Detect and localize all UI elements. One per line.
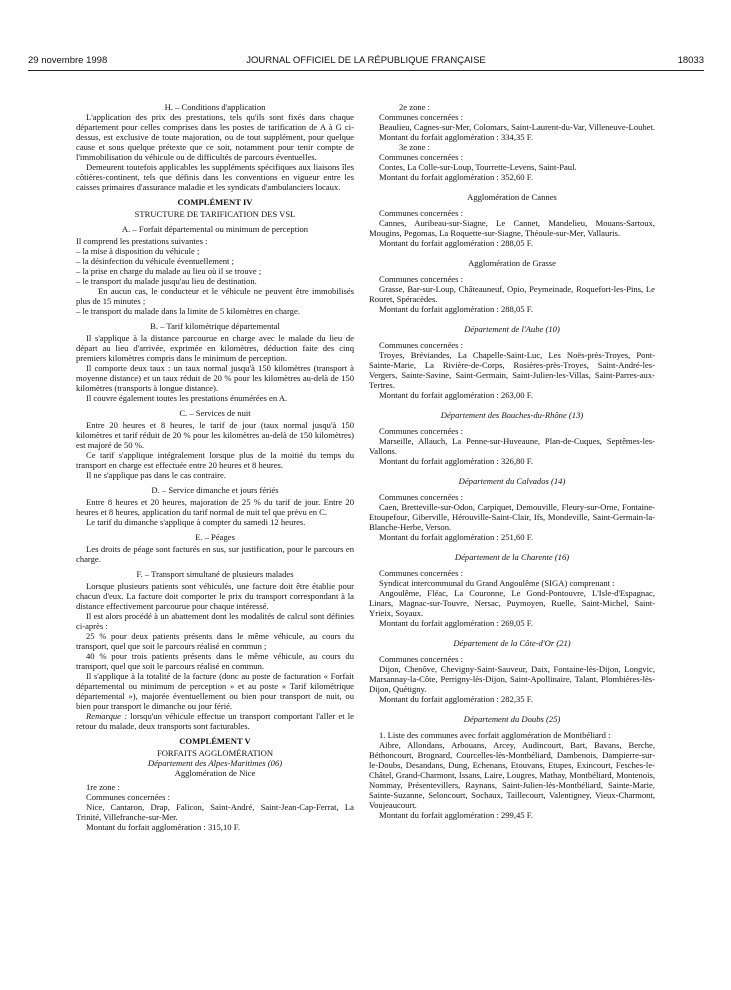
forfait-amount: Montant du forfait agglomération : 334,35 F.	[379, 132, 533, 142]
communes-list: Grasse, Bar-sur-Loup, Châteauneuf, Opio, Peymeinade, Roquefort-les-Pins, Le Rouret, Spéracèdes.	[369, 284, 655, 304]
communes-list: Caen, Bretteville-sur-Odon, Carpiquet, Demouville, Fleury-sur-Orne, Fontaine-Etoupefour, Giberville, Hérouville-Saint-Clair, Ifs, Mondeville, Saint-Germain-la-Blanche-Herbe, Verson.	[369, 502, 655, 532]
dept-title: Département de la Côte-d'Or (21)	[453, 638, 571, 648]
communes-list: Beaulieu, Cagnes-sur-Mer, Colomars, Saint-Laurent-du-Var, Villeneuve-Loubet.	[379, 122, 656, 132]
section-a-title: A. – Forfait départemental ou minimum de perception	[121, 224, 309, 234]
paragraph: En aucun cas, le conducteur et le véhicule ne peuvent être immobilisés plus de 15 minutes ;	[76, 286, 354, 306]
page-header	[28, 55, 704, 69]
paragraph: 25 % pour deux patients présents dans le même véhicule, au cours du transport, quel que soit le parcours réalisé en commun ;	[76, 631, 354, 651]
paragraph: Entre 20 heures et 8 heures, le tarif de jour (taux normal jusqu'à 150 kilomètres et tarif réduit de 20 % pour les kilomètres au-delà de 150 kilomètres) est majoré de 50 %.	[76, 420, 354, 450]
forfait-amount: Montant du forfait agglomération : 288,05 F.	[379, 238, 533, 248]
complement-v-subtitle: FORFAITS AGGLOMÉRATION	[156, 748, 274, 758]
forfait-amount: Montant du forfait agglomération : 282,35 F.	[379, 694, 533, 704]
remark-text: lorsqu'un véhicule effectue un transport comportant l'aller et le retour du malade, deux transports sont facturables.	[76, 711, 354, 731]
left-column	[76, 102, 354, 832]
forfait-amount: Montant du forfait agglomération : 251,60 F.	[379, 532, 533, 542]
dept-title: Département des Bouches-du-Rhône (13)	[440, 410, 584, 420]
communes-label: Communes concernées :	[379, 426, 464, 436]
zone-label: 2e zone :	[399, 102, 431, 112]
agglo-title: Agglomération de Cannes	[467, 192, 557, 202]
paragraph: Il couvre également toutes les prestations énumérées en A.	[86, 393, 288, 403]
dept-title: Département de l'Aube (10)	[464, 324, 560, 334]
agglo-title: Agglomération de Grasse	[468, 258, 556, 268]
forfait-amount: Montant du forfait agglomération : 288,05 F.	[379, 304, 533, 314]
paragraph: 40 % pour trois patients présents dans le même véhicule, au cours du transport, quel que soit le parcours réalisé en commun.	[76, 651, 354, 671]
header-rule	[28, 70, 704, 71]
dept-title: Département du Calvados (14)	[458, 476, 566, 486]
communes-list: Marseille, Allauch, La Penne-sur-Huveaune, Plan-de-Cuques, Septêmes-les-Vallons.	[369, 436, 655, 456]
paragraph: Il s'applique à la totalité de la facture (donc au poste de facturation « Forfait départemental ou minimum de perception » et au poste « Tarif kilométrique départemental »), majorée éventuellement ou bien pour transport de nuit, ou bien pour transport le dimanche ou jour férié.	[76, 671, 354, 711]
list-item: – la prise en charge du malade au lieu où il se trouve ;	[76, 266, 262, 276]
communes-list: Troyes, Bréviandes, La Chapelle-Saint-Luc, Les Noës-près-Troyes, Pont-Sainte-Marie, La Rivière-de-Corps, Rosières-près-Troyes, Saint-André-les-Vergers, Sainte-Savine, Saint-Germain, Saint-Julien-les-Villas, Saint-Parres-aux-Tertres.	[369, 350, 655, 390]
communes-label: Communes concernées :	[379, 208, 464, 218]
list-item: – la désinfection du véhicule éventuellement ;	[76, 256, 234, 266]
paragraph: Les droits de péage sont facturés en sus, sur justification, pour le parcours en charge.	[76, 544, 354, 564]
complement-iv-subtitle: STRUCTURE DE TARIFICATION DES VSL	[134, 209, 296, 219]
section-e-title: E. – Péages	[195, 532, 235, 542]
list-item: – la mise à disposition du véhicule ;	[76, 246, 200, 256]
remark	[76, 711, 354, 731]
paragraph: Ce tarif s'applique intégralement lorsque plus de la moitié du temps du transport en charge est effectuée entre 20 heures et 8 heures.	[76, 450, 354, 470]
remark-label: Remarque :	[86, 711, 128, 721]
paragraph: Il ne s'applique pas dans le cas contraire.	[86, 470, 226, 480]
communes-list: Contes, La Colle-sur-Loup, Tourrette-Levens, Saint-Paul.	[379, 162, 577, 172]
communes-list: Dijon, Chenôve, Chevigny-Saint-Sauveur, Daix, Fontaine-lès-Dijon, Longvic, Marsannay-la-Côte, Perrigny-lès-Dijon, Saint-Apollinaire, Talant, Plombières-lès-Dijon, Quétigny.	[369, 664, 655, 694]
communes-label: Communes concernées :	[379, 340, 464, 350]
paragraph: L'application des prix des prestations, tels qu'ils sont fixés dans chaque département pour celles comprises dans les postes de tarification de A à G ci-dessus, est exclusive de toute majoration, ou de tout supplément, pour quelque cause et sous quelque prétexte que ce soit, notamment pour tenir compte de l'immobilisation du véhicule ou de difficultés de parcours éventuelles.	[76, 112, 354, 162]
complement-v-title: COMPLÉMENT V	[179, 736, 251, 746]
communes-list: Nice, Cantaron, Drap, Falicon, Saint-André, Saint-Jean-Cap-Ferrat, La Trinité, Villefranche-sur-Mer.	[76, 802, 354, 822]
dept-title: Département des Alpes-Maritimes (06)	[147, 758, 283, 768]
section-d-title: D. – Service dimanche et jours fériés	[151, 485, 279, 495]
communes-label: Communes concernées :	[379, 274, 464, 284]
communes-label: Communes concernées :	[379, 152, 464, 162]
communes-label: Communes concernées :	[379, 112, 464, 122]
section-b-title: B. – Tarif kilométrique départemental	[150, 321, 280, 331]
paragraph: 1. Liste des communes avec forfait agglomération de Montbéliard :	[379, 730, 611, 740]
dept-title: Département de la Charente (16)	[454, 552, 570, 562]
header-journal-title: JOURNAL OFFICIEL DE LA RÉPUBLIQUE FRANÇAISE	[246, 55, 486, 66]
agglo-title: Agglomération de Nice	[174, 768, 256, 778]
communes-list: Angoulême, Fléac, La Couronne, Le Gond-Pontouvre, L'Isle-d'Espagnac, Linars, Magnac-sur-Touvre, Nersac, Puymoyen, Ruelle, Saint-Michel, Saint-Yrieix, Soyaux.	[369, 588, 655, 618]
forfait-amount: Montant du forfait agglomération : 326,80 F.	[379, 456, 533, 466]
communes-list: Cannes, Auribeau-sur-Siagne, Le Cannet, Mandelieu, Mouans-Sartoux, Mougins, Pegomas, La Roquette-sur-Siagne, Théoule-sur-Mer, Vallauris.	[369, 218, 655, 238]
communes-label: Communes concernées :	[86, 792, 171, 802]
complement-iv-title: COMPLÉMENT IV	[177, 197, 253, 207]
paragraph: Demeurent toutefois applicables les suppléments spécifiques aux liaisons îles côtières-continent, tels que définis dans les conventions en vigueur entre les caisses primaires d'assurance maladie et les syndicats d'ambulanciers locaux.	[76, 162, 354, 192]
paragraph: Le tarif du dimanche s'applique à compter du samedi 12 heures.	[86, 517, 306, 527]
forfait-amount: Montant du forfait agglomération : 315,10 F.	[86, 822, 240, 832]
forfait-amount: Montant du forfait agglomération : 263,00 F.	[379, 390, 533, 400]
paragraph: Entre 8 heures et 20 heures, majoration de 25 % du tarif de jour. Entre 20 heures et 8 heures, application du tarif normal de nuit tel que prévu en C.	[76, 497, 354, 517]
list-item: – le transport du malade dans la limite de 5 kilomètres en charge.	[76, 306, 300, 316]
zone-label: 3e zone :	[399, 142, 431, 152]
paragraph: Il comporte deux taux : un taux normal jusqu'à 150 kilomètres (transport à moyenne distance) et un taux réduit de 20 % pour les kilomètres au-delà de 150 kilomètres (transports à longue distance).	[76, 363, 354, 393]
section-h-title: H. – Conditions d'application	[164, 102, 266, 112]
forfait-amount: Montant du forfait agglomération : 299,45 F.	[379, 810, 533, 820]
communes-list: Aibre, Allondans, Arbouans, Arcey, Audincourt, Bart, Bavans, Berche, Béthoncourt, Brognard, Courcelles-lès-Montbéliard, Dambenois, Dampierre-sur-le-Doubs, Desandans, Dung, Echenans, Etouvans, Etupes, Exincourt, Fesches-le-Châtel, Grand-Charmont, Issans, Laire, Lougres, Mathay, Montbéliard, Montenois, Nommay, Présentevillers, Raynans, Saint-Julien-lès-Montbéliard, Sainte-Marie, Sainte-Suzanne, Seloncourt, Sochaux, Taillecourt, Valentigney, Vieux-Charmont, Voujeaucourt.	[369, 740, 655, 810]
forfait-amount: Montant du forfait agglomération : 269,05 F.	[379, 618, 533, 628]
paragraph: Il est alors procédé à un abattement dont les modalités de calcul sont définies ci-après :	[76, 611, 354, 631]
communes-label: Communes concernées :	[379, 568, 464, 578]
zone-label: 1re zone :	[86, 782, 120, 792]
list-item: – le transport du malade jusqu'au lieu de destination.	[76, 276, 257, 286]
dept-title: Département du Doubs (25)	[463, 714, 561, 724]
communes-label: Communes concernées :	[379, 492, 464, 502]
header-page-number: 18033	[677, 55, 704, 66]
paragraph: Syndicat intercommunal du Grand Angoulême (SIGA) comprenant :	[379, 578, 615, 588]
paragraph: Lorsque plusieurs patients sont véhiculés, une facture doit être établie pour chacun d'eux. La facture doit comporter le prix du transport correspondant à la distance effectivement parcourue pour chaque intéressé.	[76, 581, 354, 611]
section-f-title: F. – Transport simultané de plusieurs malades	[136, 569, 294, 579]
forfait-amount: Montant du forfait agglomération : 352,60 F.	[379, 172, 533, 182]
paragraph: Il s'applique à la distance parcourue en charge avec le malade du lieu de départ au lieu d'arrivée, exprimée en kilomètres, déduction faite des cinq premiers kilomètres compris dans le minimum de perception.	[76, 333, 354, 363]
header-date: 29 novembre 1998	[28, 55, 108, 66]
section-c-title: C. – Services de nuit	[179, 408, 251, 418]
communes-label: Communes concernées :	[379, 654, 464, 664]
right-column	[369, 102, 655, 820]
paragraph: Il comprend les prestations suivantes :	[76, 236, 208, 246]
